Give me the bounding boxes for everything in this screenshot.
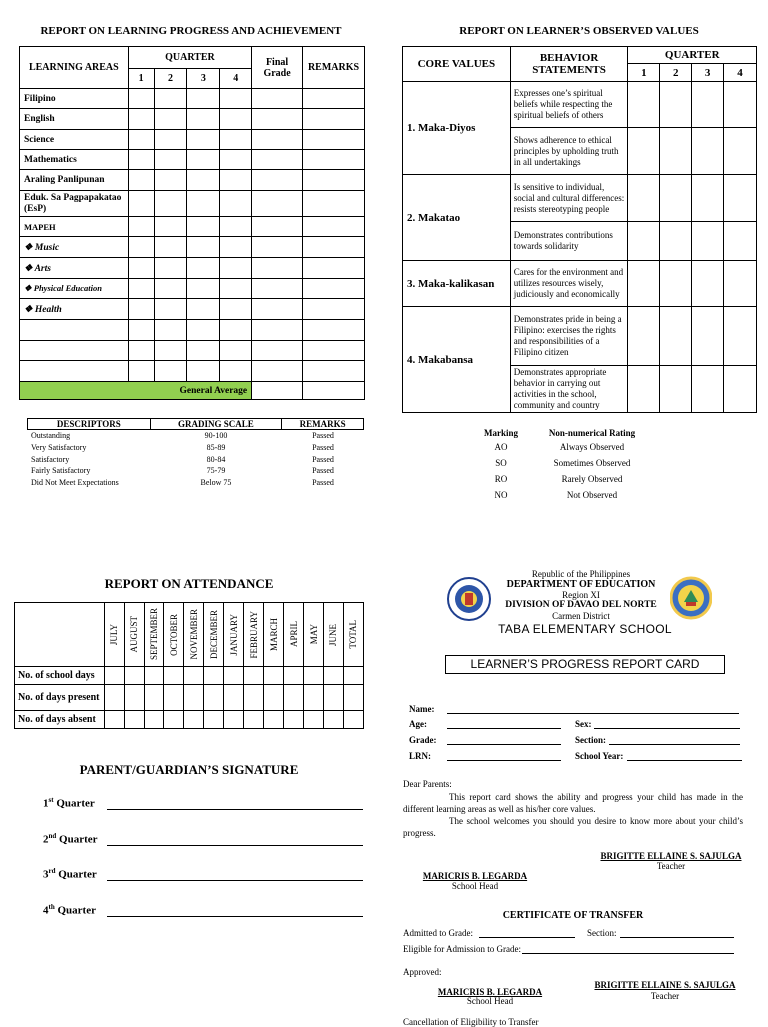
marking-rating: Rarely Observed	[561, 474, 623, 484]
descriptor: Outstanding	[31, 431, 71, 440]
eligible-label: Eligible for Admission to Grade:	[403, 944, 521, 954]
descriptor: Did Not Meet Expectations	[31, 478, 119, 488]
school-year-field[interactable]	[627, 760, 742, 761]
subject-row: Science	[20, 130, 129, 150]
lrn-label: LRN:	[409, 751, 431, 761]
col-remarks: REMARKS	[303, 47, 365, 89]
descriptor-remark: Passed	[312, 454, 334, 464]
signature-row-3	[43, 867, 363, 881]
bullet-icon: ❖	[24, 263, 33, 274]
quarter-number: 4	[43, 904, 49, 917]
lrn-field[interactable]	[447, 760, 561, 761]
quarter-suffix: rd	[48, 867, 56, 875]
republic-label: Republic of the Philippines	[531, 569, 631, 579]
marking-code: RO	[494, 474, 508, 484]
grade-field[interactable]	[447, 744, 561, 745]
dear-parents: Dear Parents:	[403, 779, 452, 789]
remarks-header: REMARKS	[282, 419, 364, 430]
month-header: NOVEMBER	[188, 609, 199, 660]
quarter-3: 3	[187, 69, 220, 89]
descriptor-remark: Passed	[312, 442, 334, 452]
month-header: DECEMBER	[208, 609, 219, 659]
quarter-suffix: nd	[48, 832, 57, 840]
subject-row: MAPEH	[20, 217, 129, 237]
descriptor-names	[31, 430, 151, 489]
descriptor: Satisfactory	[31, 454, 70, 464]
quarter-2: 2	[660, 64, 692, 82]
report-card-title: LEARNER’S PROGRESS REPORT CARD	[445, 655, 725, 674]
subject-row: Filipino	[20, 89, 129, 109]
signature-line[interactable]	[107, 799, 363, 810]
district-label: Carmen District	[552, 611, 610, 621]
signature-row-2	[43, 832, 363, 846]
mapeh-item: Music	[34, 242, 60, 253]
month-header: TOTAL	[348, 620, 359, 649]
quarter-suffix: th	[48, 903, 55, 911]
behavior-statement: Is sensitive to individual, social and cultural differences: resists stereotyping people	[510, 175, 628, 222]
col-final-grade: Final Grade	[252, 47, 303, 89]
marking-header: Marking	[483, 428, 518, 438]
behavior-statement: Shows adherence to ethical principles by upholding truth in all undertakings	[510, 128, 628, 175]
division-label: DIVISION OF DAVAO DEL NORTE	[505, 600, 657, 610]
attendance-row-label: No. of days absent	[15, 711, 105, 729]
parent-signature-title: PARENT/GUARDIAN’S SIGNATURE	[79, 762, 299, 777]
school-head-role: School Head	[451, 881, 499, 891]
descriptor-remarks	[282, 430, 364, 489]
observed-values-table	[402, 46, 757, 413]
month-header: JUNE	[328, 623, 339, 646]
core-value: 4. Makabansa	[403, 307, 511, 413]
behavior-statement: Demonstrates appropriate behavior in carrying out activities in the school, community and country	[510, 366, 628, 413]
quarter-number: 2	[43, 833, 49, 846]
quarter-label: Quarter	[54, 904, 96, 917]
month-header: JULY	[109, 623, 120, 646]
grade-label: Grade:	[409, 735, 437, 745]
region-label: Region XI	[562, 590, 600, 600]
grading-scales	[150, 430, 282, 489]
marking-legend	[470, 428, 670, 506]
quarter-3: 3	[692, 64, 724, 82]
quarter-suffix: st	[48, 796, 54, 804]
transfer-section-field[interactable]	[620, 937, 734, 938]
approved-school-head-role: School Head	[466, 996, 514, 1006]
subject-row: Mathematics	[20, 150, 129, 170]
observed-values-title: REPORT ON LEARNER’S OBSERVED VALUES	[459, 25, 699, 37]
month-header: APRIL	[288, 621, 299, 648]
marking-rating: Sometimes Observed	[553, 458, 631, 468]
month-header: SEPTEMBER	[149, 608, 160, 661]
quarter-label: Quarter	[53, 797, 95, 810]
col-behavior-statements: BEHAVIOR STATEMENTS	[510, 47, 628, 82]
behavior-statement: Demonstrates contributions towards solidarity	[510, 222, 628, 261]
department-label: DEPARTMENT OF EDUCATION	[506, 579, 656, 590]
bullet-icon: ❖	[24, 283, 32, 293]
school-year-label: School Year:	[575, 751, 624, 761]
core-value: 2. Makatao	[403, 175, 511, 261]
col-quarter: QUARTER	[628, 47, 757, 64]
eligible-field[interactable]	[522, 953, 734, 954]
grading-scale: 85-89	[206, 442, 226, 452]
grading-scale-header: GRADING SCALE	[150, 419, 282, 430]
sex-label: Sex:	[575, 719, 592, 729]
school-head-name: MARICRIS B. LEGARDA	[422, 871, 528, 881]
month-header: JANUARY	[228, 613, 239, 656]
descriptors-table	[27, 418, 364, 430]
age-label: Age:	[409, 719, 427, 729]
subject-row: English	[20, 109, 129, 130]
attendance-row-label: No. of school days	[15, 667, 105, 685]
general-average-label: General Average	[20, 382, 252, 400]
sex-field[interactable]	[594, 728, 740, 729]
month-header: OCTOBER	[168, 613, 179, 656]
mapeh-item: Physical Education	[33, 283, 102, 293]
quarter-1: 1	[128, 69, 154, 89]
deped-seal-icon	[447, 577, 491, 621]
cancellation-label: Cancellation of Eligibility to Transfer	[403, 1017, 539, 1027]
certificate-title: CERTIFICATE OF TRANSFER	[502, 910, 644, 921]
subject-row: Araling Panlipunan	[20, 170, 129, 191]
month-header: MAY	[308, 624, 319, 645]
descriptor-remark: Passed	[312, 466, 334, 476]
quarter-4: 4	[724, 64, 757, 82]
admitted-label: Admitted to Grade:	[403, 928, 473, 938]
signature-line[interactable]	[107, 870, 363, 881]
behavior-statement: Demonstrates pride in being a Filipino: exercises the rights and responsibilities of a Filipino citizen	[510, 307, 628, 366]
quarter-1: 1	[628, 64, 660, 82]
teacher-name: BRIGITTE ELLAINE S. SAJULGA	[600, 851, 742, 861]
descriptor-remark: Passed	[312, 431, 334, 440]
approved-teacher-role: Teacher	[650, 991, 680, 1001]
signature-row-1	[43, 796, 363, 810]
age-field[interactable]	[447, 728, 561, 729]
quarter-number: 1	[43, 797, 49, 810]
behavior-statement: Expresses one’s spiritual beliefs while respecting the spiritual beliefs of others	[510, 82, 628, 128]
marking-code: SO	[495, 458, 507, 468]
signature-row-4	[43, 903, 363, 917]
rating-header: Non-numerical Rating	[548, 428, 636, 438]
letter-paragraph-2: The school welcomes you should you desire to know more about your child’s progress.	[403, 816, 743, 838]
bullet-icon: ❖	[24, 304, 33, 315]
quarter-label: Quarter	[55, 868, 97, 881]
grading-scale: 90-100	[204, 431, 228, 440]
marking-code: AO	[494, 442, 508, 452]
bullet-icon: ❖	[24, 242, 33, 253]
month-header: MARCH	[268, 617, 279, 651]
month-header: FEBRUARY	[248, 610, 259, 659]
division-seal-icon	[670, 576, 712, 620]
transfer-section-label: Section:	[587, 928, 617, 938]
name-field[interactable]	[447, 713, 739, 714]
quarter-4: 4	[220, 69, 252, 89]
attendance-table	[14, 602, 364, 729]
learning-progress-title: REPORT ON LEARNING PROGRESS AND ACHIEVEMENT	[40, 25, 342, 37]
behavior-statement: Cares for the environment and utilizes resources wisely, judiciously and economically	[510, 261, 628, 307]
quarter-number: 3	[43, 868, 49, 881]
section-field[interactable]	[609, 744, 740, 745]
mapeh-item: Health	[34, 304, 62, 315]
marking-rating: Not Observed	[566, 490, 618, 500]
descriptors-header: DESCRIPTORS	[28, 419, 151, 430]
core-value: 3. Maka-kalikasan	[403, 261, 511, 307]
month-header: AUGUST	[129, 616, 140, 653]
approved-teacher-name: BRIGITTE ELLAINE S. SAJULGA	[594, 980, 736, 990]
admitted-field[interactable]	[479, 937, 575, 938]
school-name: TABA ELEMENTARY SCHOOL	[498, 622, 672, 636]
signature-line[interactable]	[107, 835, 363, 846]
col-learning-areas: LEARNING AREAS	[20, 47, 129, 89]
descriptor: Very Satisfactory	[31, 442, 87, 452]
approved-label: Approved:	[403, 967, 442, 977]
teacher-role: Teacher	[656, 861, 686, 871]
mapeh-item: Arts	[34, 263, 51, 274]
section-label: Section:	[575, 735, 606, 745]
quarter-label: Quarter	[56, 833, 98, 846]
learning-progress-table	[19, 46, 365, 400]
grading-scale: 80-84	[206, 454, 226, 464]
attendance-row-label: No. of days present	[15, 685, 105, 711]
col-quarter: QUARTER	[128, 47, 251, 69]
approved-school-head-name: MARICRIS B. LEGARDA	[437, 987, 543, 997]
attendance-title: REPORT ON ATTENDANCE	[104, 576, 274, 591]
name-label: Name:	[409, 704, 435, 714]
signature-line[interactable]	[107, 906, 363, 917]
grading-scale: 75-79	[206, 466, 226, 476]
marking-code: NO	[494, 490, 508, 500]
core-value: 1. Maka-Diyos	[403, 82, 511, 175]
marking-rating: Always Observed	[559, 442, 625, 452]
descriptor: Fairly Satisfactory	[31, 466, 91, 476]
quarter-2: 2	[154, 69, 187, 89]
grading-scale: Below 75	[200, 478, 232, 488]
letter-paragraph-1: This report card shows the ability and progress your child has made in the different learning areas as well as his/her core values.	[403, 792, 743, 814]
col-core-values: CORE VALUES	[403, 47, 511, 82]
descriptor-remark: Passed	[312, 478, 334, 488]
subject-row: Eduk. Sa Pagpapakatao (EsP)	[20, 191, 129, 217]
